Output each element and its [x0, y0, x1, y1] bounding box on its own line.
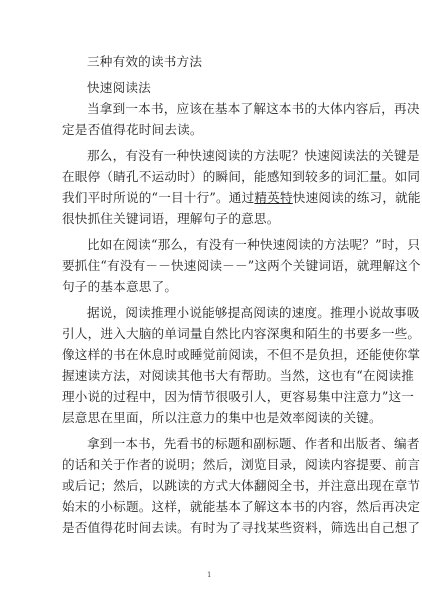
- paragraph-2-line-3: [62, 190, 421, 206]
- paragraph-4-line-3: 像这样的书在休息时或睡觉前阅读，不但不是负担，还能使你掌: [62, 347, 421, 362]
- document-title: 三种有效的读书方法: [87, 54, 203, 69]
- paragraph-1-line-2: 定是否值得花时间去读。: [62, 122, 203, 137]
- paragraph-4-line-6: 层意思在里面，所以注意力的集中也是效率阅读的关键。: [62, 410, 382, 425]
- paragraph-2-line-1: 那么，有没有一种快速阅读的方法呢？快速阅读法的关键是: [87, 148, 420, 163]
- paragraph-5-line-3: 或后记；然后，以跳读的方式大体翻阅全书，并注意出现在章节: [62, 478, 421, 493]
- paragraph-5-line-4: 始末的小标题。这样，就能基本了解这本书的内容，然后再决定: [62, 499, 421, 514]
- paragraph-4-line-2: 引人，进入大脑的单词量自然比内容深奥和陌生的书要多一些。: [62, 326, 421, 341]
- paragraph-5-line-1: 拿到一本书，先看书的标题和副标题、作者和出版者、编者: [87, 436, 420, 451]
- paragraph-4-line-4: 握速读方法，对阅读其他书大有帮助。当然，这也有“在阅读推: [62, 368, 415, 383]
- paragraph-3-line-3: 句子的基本意思了。: [62, 279, 178, 294]
- paragraph-2-line-3-end: 快速阅读的练习，就能: [292, 190, 421, 205]
- paragraph-3-line-2: 要抓住“有没有－－快速阅读－－”这两个关键词语，就理解这个: [62, 258, 421, 273]
- paragraph-5-line-5: 是否值得花时间去读。有时为了寻找某些资料，筛选出自己想了: [62, 520, 421, 535]
- paragraph-2-line-3-start: 我们平时所说的“一目十行”。通过: [62, 190, 255, 205]
- paragraph-1-line-1: 当拿到一本书，应该在基本了解这本书的大体内容后，再决: [87, 101, 420, 116]
- paragraph-2-line-2: 在眼停（睛孔不运动时）的瞬间，能感知到较多的词汇量。如同: [62, 169, 421, 184]
- paragraph-3-line-1: 比如在阅读“那么，有没有一种快速阅读的方法呢？”时，只: [87, 237, 421, 252]
- section-heading: 快速阅读法: [87, 80, 151, 95]
- paragraph-2-line-4: 很快抓住关键词语，理解句子的意思。: [62, 211, 280, 226]
- paragraph-4-line-5: 理小说的过程中，因为情节很吸引人，更容易集中注意力”这一: [62, 389, 415, 404]
- paragraph-5-line-2: 的话和关于作者的说明；然后，浏览目录，阅读内容提要、前言: [62, 457, 421, 472]
- page-number: 1: [207, 571, 212, 579]
- jingyingte-link[interactable]: 精英特: [254, 190, 293, 205]
- paragraph-4-line-1: 据说，阅读推理小说能够提高阅读的速度。推理小说故事吸: [87, 305, 420, 320]
